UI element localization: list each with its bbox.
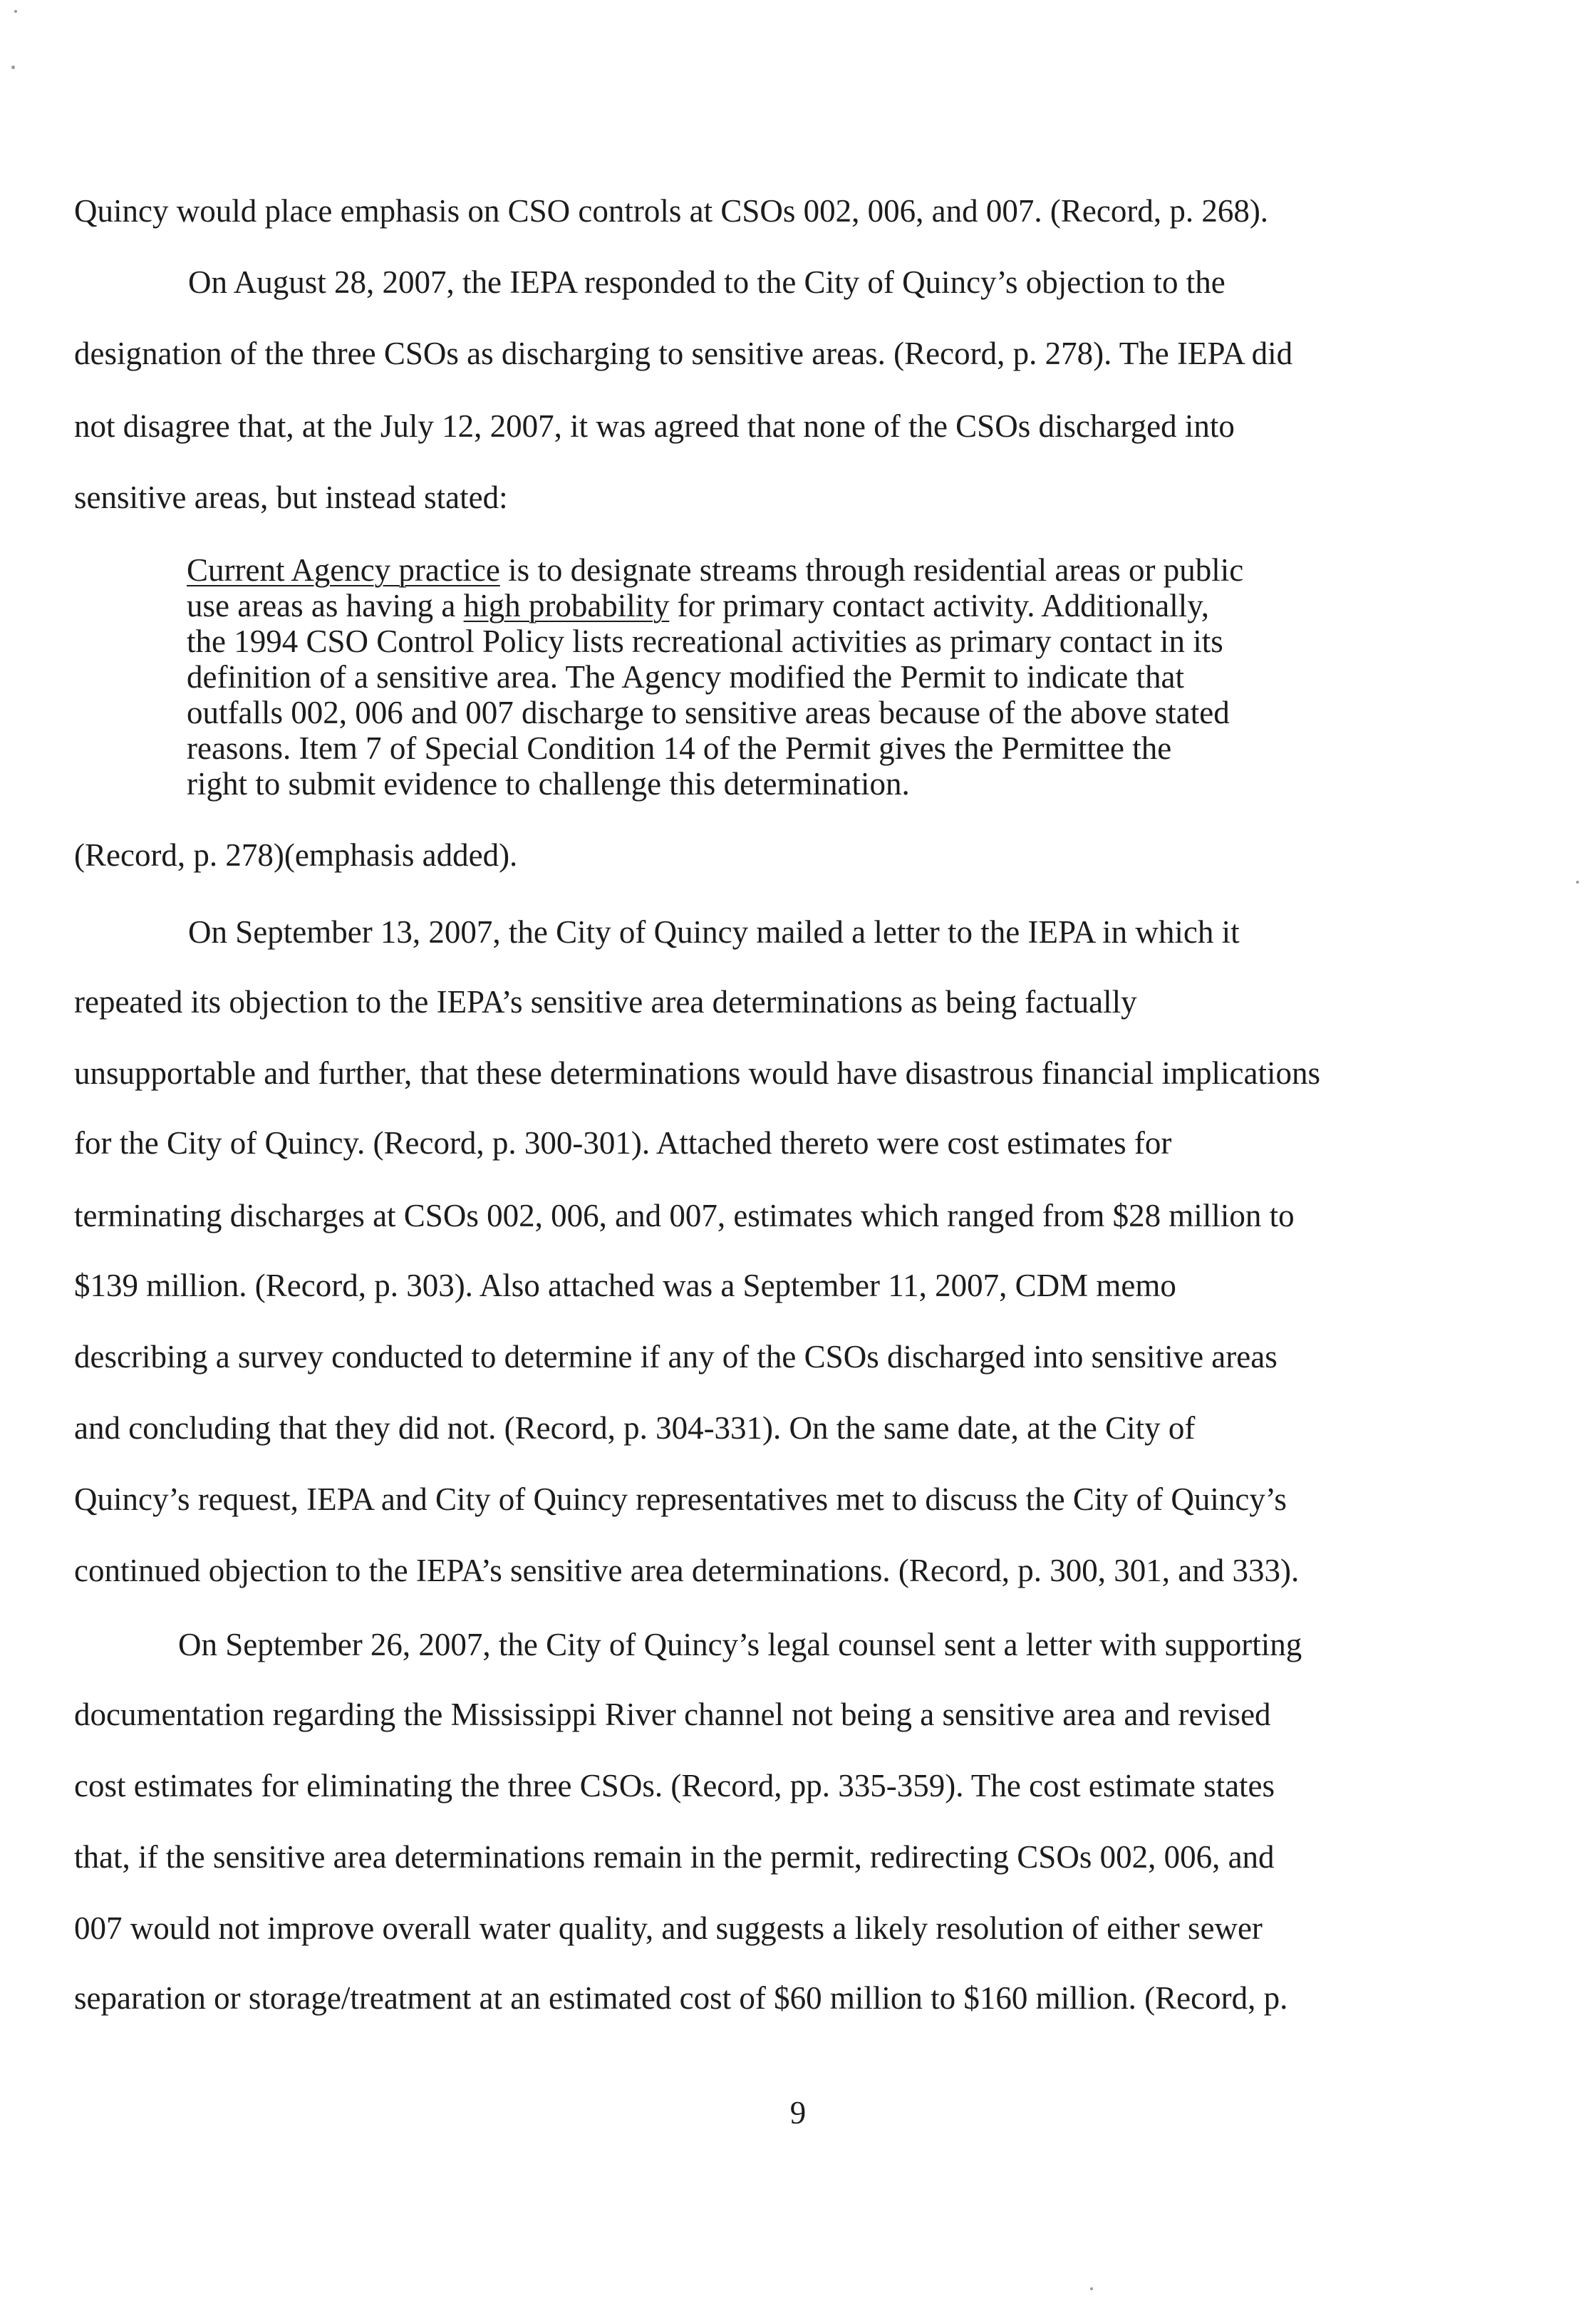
text-line: cost estimates for eliminating the three CSOs. (Record, pp. 335-359). The cost estimate states (74, 1768, 1275, 1803)
text-line: continued objection to the IEPA’s sensitive area determinations. (Record, p. 300, 301, and 333). (74, 1553, 1300, 1588)
text-line: Quincy would place emphasis on CSO controls at CSOs 002, 006, and 007. (Record, p. 268). (74, 193, 1269, 229)
text-line: that, if the sensitive area determinations remain in the permit, redirecting CSOs 002, 006, and (74, 1839, 1275, 1875)
text-line: documentation regarding the Mississippi River channel not being a sensitive area and revised (74, 1697, 1271, 1732)
quote-line: definition of a sensitive area. The Agency modified the Permit to indicate that (187, 659, 1185, 695)
quote-line: the 1994 CSO Control Policy lists recreational activities as primary contact in its (187, 623, 1223, 659)
text-line: On September 13, 2007, the City of Quincy mailed a letter to the IEPA in which it (188, 914, 1240, 950)
quote-line: outfalls 002, 006 and 007 discharge to sensitive areas because of the above stated (187, 695, 1230, 730)
text-line: repeated its objection to the IEPA’s sensitive area determinations as being factually (74, 984, 1137, 1020)
text-line: separation or storage/treatment at an estimated cost of $60 million to $160 million. (Record, p. (74, 1980, 1288, 2016)
text-line: terminating discharges at CSOs 002, 006, and 007, estimates which ranged from $28 million to (74, 1198, 1295, 1233)
text-line: describing a survey conducted to determine if any of the CSOs discharged into sensitive areas (74, 1339, 1278, 1375)
citation: (Record, p. 278)(emphasis added). (74, 837, 518, 873)
text-line: not disagree that, at the July 12, 2007, it was agreed that none of the CSOs discharged into (74, 408, 1235, 444)
text-line: On September 26, 2007, the City of Quincy’s legal counsel sent a letter with supporting (178, 1627, 1302, 1662)
scan-speck (1090, 2287, 1093, 2290)
text-line: unsupportable and further, that these determinations would have disastrous financial implications (74, 1055, 1321, 1091)
text-line: On August 28, 2007, the IEPA responded to the City of Quincy’s objection to the (188, 264, 1226, 300)
text-line: designation of the three CSOs as discharging to sensitive areas. (Record, p. 278). The IEPA did (74, 336, 1293, 371)
scan-speck (14, 10, 17, 13)
text-line: and concluding that they did not. (Record, p. 304-331). On the same date, at the City of (74, 1410, 1196, 1446)
scan-speck (1576, 881, 1579, 884)
quote-line: reasons. Item 7 of Special Condition 14 of the Permit gives the Permittee the (187, 730, 1172, 766)
underlined-emphasis: high probability (463, 588, 670, 623)
text-line: for the City of Quincy. (Record, p. 300-301). Attached thereto were cost estimates for (74, 1125, 1172, 1161)
text-line: 007 would not improve overall water quality, and suggests a likely resolution of either sewer (74, 1910, 1263, 1946)
scan-speck (11, 66, 15, 69)
quote-line: use areas as having a high probability for primary contact activity. Additionally, (187, 588, 1210, 623)
underlined-emphasis: Current Agency practice (187, 552, 500, 588)
text-line: Quincy’s request, IEPA and City of Quincy representatives met to discuss the City of Quincy’s (74, 1481, 1287, 1517)
page-number: 9 (789, 2095, 807, 2131)
quote-line: Current Agency practice is to designate streams through residential areas or public (187, 552, 1244, 588)
text-line: sensitive areas, but instead stated: (74, 480, 508, 515)
text-line: $139 million. (Record, p. 303). Also attached was a September 11, 2007, CDM memo (74, 1268, 1176, 1303)
quote-line: right to submit evidence to challenge this determination. (187, 766, 910, 802)
